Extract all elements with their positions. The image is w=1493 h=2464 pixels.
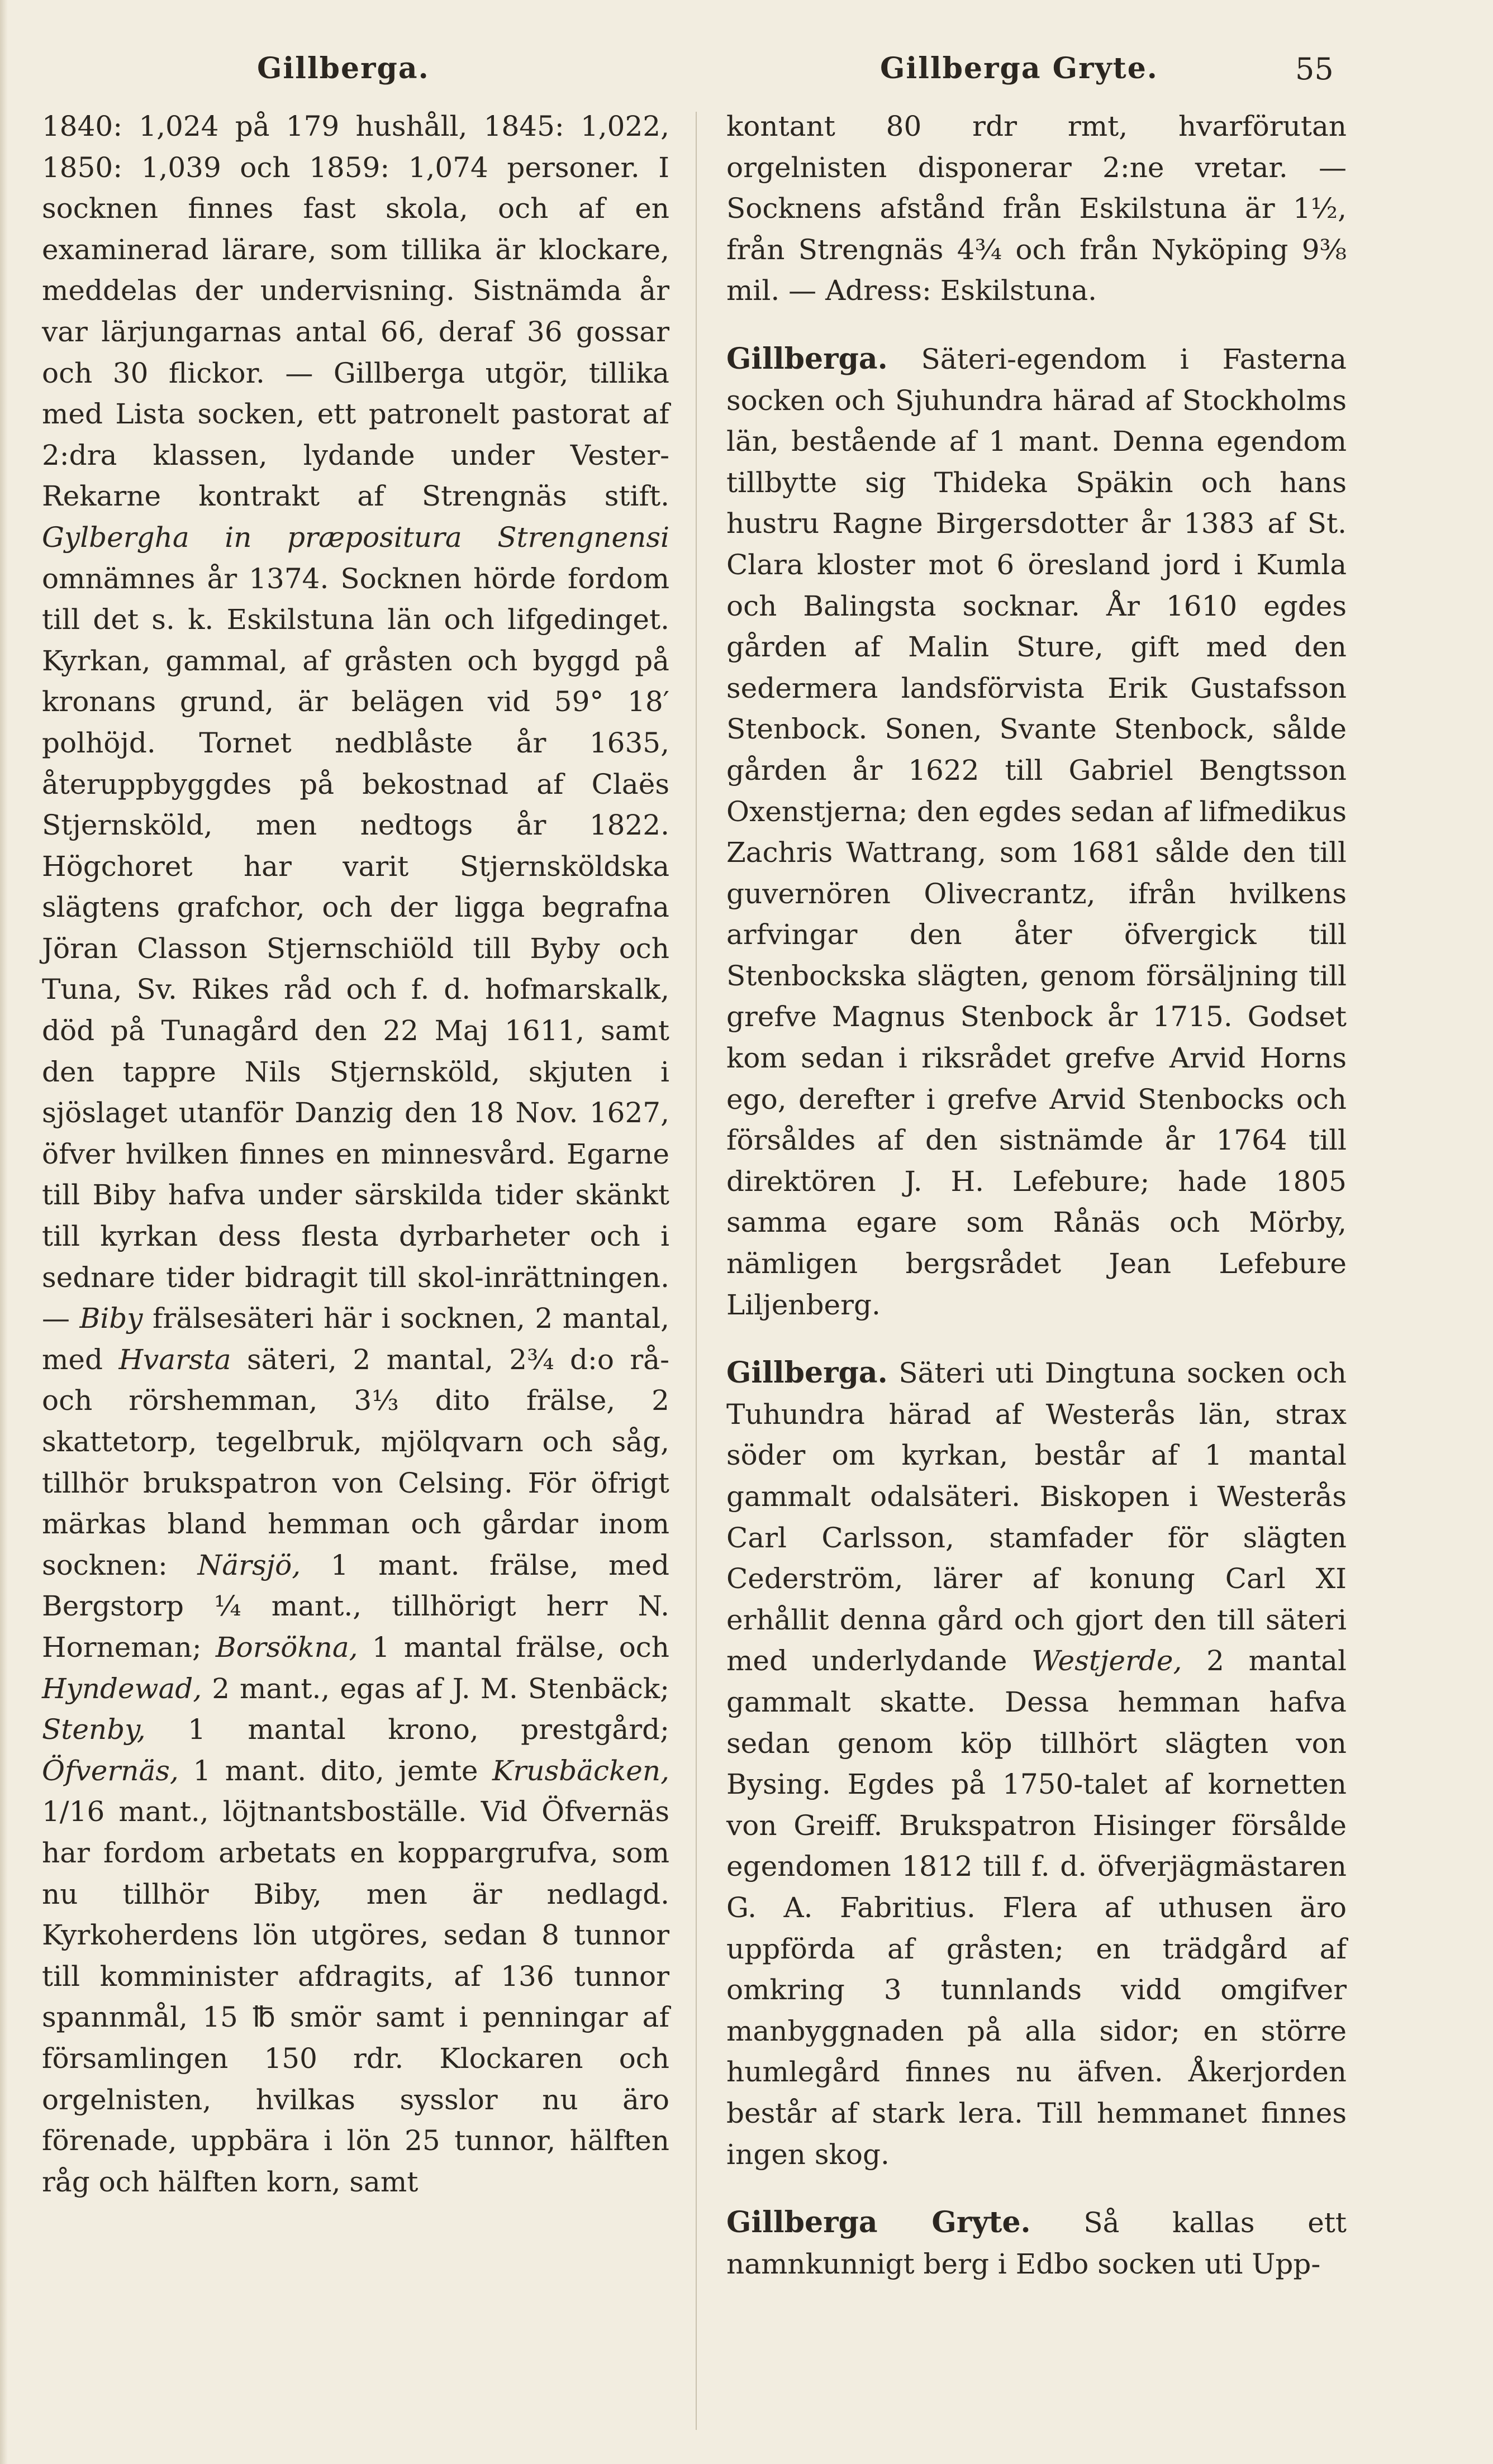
column-separator	[696, 112, 697, 2430]
text-segment: omnämnes år 1374. Socknen hörde fordom till det s. k. Eskilstuna län och lifgedinget. Kyrkan, gammal, af gråsten och byggd på kronans grund, är belägen vid 59° 18′ polhöjd. Tornet nedblåste år 1635, återuppbyggdes på bekostnad af Claës Stjernsköld, men nedtogs år 1822. Högchoret har varit Stjernsköldska slägtens grafchor, och der ligga begrafna Jöran Classon Stjernschiöld till Byby och Tuna, Sv. Rikes råd och f. d. hofmarskalk, död på Tunagård den 22 Maj 1611, samt den tappre Nils Stjernsköld, skjuten i sjöslaget utanför Danzig den 18 Nov. 1627, öfver hvilken finnes en minnesvård. Egarne till Biby hafva under särskilda tider skänkt till kyrkan dess flesta dyrbarheter och i sednare tider bidragit till skol-inrättningen. —	[42, 562, 669, 1335]
place-borsokna: Borsökna,	[215, 1631, 358, 1664]
text-segment: 2 mant., egas af J. M. Stenbäck;	[212, 1672, 669, 1705]
place-ofvernas: Öfvernäs,	[42, 1754, 179, 1787]
entry-text: Säteri-egendom i Fasterna socken och Sjuhundra härad af Stockholms län, bestående af 1 mant. Denna egendom tillbytte sig Thideka Späkin och hans hustru Ragne Birgersdotter år 1383 af St. Clara kloster mot 6 öresland jord i Kumla och Balingsta socknar. År 1610 egdes gården af Malin Sture, gift med den sedermera landsförvista Erik Gustafsson Stenbock. Sonen, Svante Stenbock, sålde gården år 1622 till Gabriel Bengtsson Oxenstjerna; den egdes sedan af lifmedikus Zachris Wattrang, som 1681 sålde den till guvernören Olivecrantz, ifrån hvilkens arfvingar den åter öfvergick till Stenbockska slägten, genom försäljning till grefve Magnus Stenbock år 1715. Godset kom sedan i riksrådet grefve Arvid Horns ego, derefter i grefve Arvid Stenbocks och försåldes af den sistnämde år 1764 till direktören J. H. Lefebure; hade 1805 samma egare som Rånäs och Mörby, nämligen bergsrådet Jean Lefebure Liljenberg.	[726, 342, 1347, 1321]
running-title-right: Gillberga Gryte.	[880, 51, 1158, 85]
entry-gillberga-fasterna	[726, 339, 1347, 1326]
entry-gillberga-gryte	[726, 2202, 1347, 2285]
entry-headword: Gillberga Gryte.	[726, 2205, 1031, 2240]
left-column	[42, 106, 669, 2203]
text-segment: 1840: 1,024 på 179 hushåll, 1845: 1,022, 1850: 1,039 och 1859: 1,074 personer. I socknen finnes fast skola, och af en examinerad lärare, som tillika är klockare, meddelas der undervisning. Sistnämda år var lärjungarnas antal 66, deraf 36 gossar och 30 flickor. — Gillberga utgör, tillika med Lista socken, ett patronelt pastorat af 2:dra klassen, lydande under Vester-Rekarne kontrakt af Strengnäs stift.	[42, 110, 669, 513]
page-edge-shadow	[0, 0, 8, 2464]
text-segment: säteri, 2 mantal, 2¾ d:o rå- och rörshemman, 3⅓ dito frälse, 2 skattetorp, tegelbruk, mjölqvarn och såg, tillhör brukspatron von Celsing. För öfrigt märkas bland hemman och gårdar inom socknen:	[42, 1343, 669, 1581]
running-title-left: Gillberga.	[257, 51, 430, 85]
place-westjerde: Westjerde,	[1031, 1645, 1182, 1677]
place-biby: Biby	[79, 1302, 143, 1335]
entry-headword: Gillberga.	[726, 341, 888, 376]
text-segment: frälsesäteri här i socknen, 2 mantal, med	[42, 1302, 669, 1376]
place-hyndewad: Hyndewad,	[42, 1672, 202, 1705]
text-segment: 1 mantal frälse, och	[372, 1631, 669, 1664]
place-hvarsta: Hvarsta	[118, 1343, 231, 1376]
page-number: 55	[1295, 51, 1334, 87]
text-segment: 1 mantal krono, prestgård;	[188, 1713, 669, 1746]
place-narsjo: Närsjö,	[197, 1548, 301, 1581]
entry-headword: Gillberga.	[726, 1356, 888, 1390]
text-segment: 1/16 mant., löjtnantsboställe. Vid Öfvernäs har fordom arbetats en koppargrufva, som nu tillhör Biby, men är nedlagd. Kyrkoherdens lön utgöres, sedan 8 tunnor till komminister afdragits, af 136 tunnor spannmål, 15 ℔ smör samt i penningar af församlingen 150 rdr. Klockaren och orgelnisten, hvilkas sysslor nu äro förenade, uppbära i lön 25 tunnor, hälften råg och hälften korn, samt	[42, 1795, 669, 2198]
entry-gillberga-dingtuna	[726, 1352, 1347, 2175]
entry-text: Säteri uti Dingtuna socken och Tuhundra härad af Westerås län, strax söder om kyrkan, består af 1 mantal gammalt odalsäteri. Biskopen i Westerås Carl Carlsson, stamfader för slägten Cederström, lärer af konung Carl XI erhållit denna gård och gjort den till säteri med underlydande	[726, 1357, 1347, 1677]
text-segment: 1 mant. dito, jemte	[193, 1754, 478, 1787]
parish-description	[42, 106, 669, 2203]
right-column	[726, 106, 1347, 2285]
latin-name: Gylbergha in præpositura Strengnensi	[42, 521, 669, 554]
place-krusbacken: Krusbäcken,	[492, 1754, 669, 1787]
entry-text: 2 mantal gammalt skatte. Dessa hemman hafva sedan genom köp tillhört slägten von Bysing. Egdes på 1750-talet af kornetten von Greiff. Brukspatron Hisinger försålde egendomen 1812 till f. d. öfverjägmästaren G. A. Fabritius. Flera af uthusen äro uppförda af gråsten; en trädgård af omkring 3 tunnlands vidd omgifver manbyggnaden på alla sidor; en större humlegård finnes nu äfven. Åkerjorden består af stark lera. Till hemmanet finnes ingen skog.	[726, 1645, 1347, 2171]
continued-text: kontant 80 rdr rmt, hvarförutan orgelnisten disponerar 2:ne vretar. — Socknens afstånd från Eskilstuna är 1½, från Strengnäs 4¾ och från Nyköping 9⅜ mil. — Adress: Eskilstuna.	[726, 110, 1347, 307]
entry-text: Så kallas ett namnkunnigt berg i Edbo socken uti Upp-	[726, 2206, 1347, 2280]
place-stenby: Stenby,	[42, 1713, 146, 1746]
text-segment: 1 mant. frälse, med Bergstorp ¼ mant., tillhörigt herr N. Horneman;	[42, 1548, 669, 1664]
